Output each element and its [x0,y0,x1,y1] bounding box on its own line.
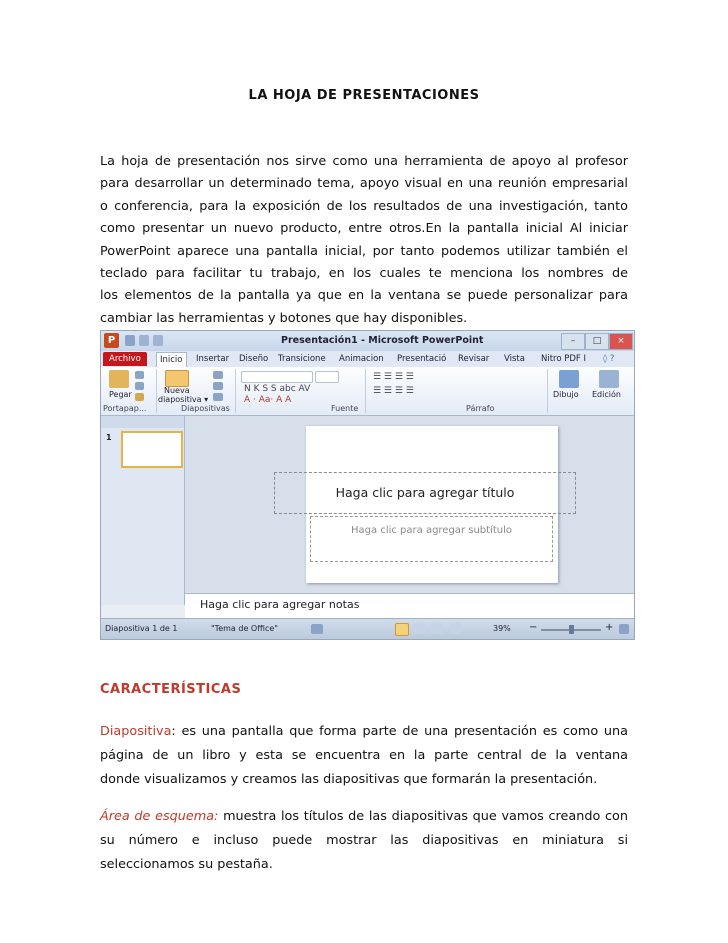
group-slides-label: Diapositivas [181,404,230,413]
tab-transiciones[interactable]: Transicione [278,354,326,364]
spell-check-icon[interactable] [311,624,323,634]
intro-paragraph [100,151,628,330]
save-icon[interactable] [125,335,135,346]
redo-icon[interactable] [153,335,163,346]
format-painter-icon[interactable] [135,393,144,401]
paragraph-buttons[interactable]: ☰ ☰ ☰ ☰ [373,372,414,382]
maximize-icon[interactable]: □ [585,333,609,350]
help-icon[interactable]: ◊ ? [603,354,615,364]
slides-panel [101,416,185,605]
tab-diseno[interactable]: Diseño [239,354,269,364]
editing-icon[interactable] [599,370,619,388]
intro-line: para desarrollar un determinado tema, apoyo visual en una reunión empresarial [100,176,628,192]
definition-diapositiva [100,720,628,792]
new-slide-label-2[interactable]: diapositiva ▾ [158,395,209,404]
definition-line: su número e incluso puede mostrar las diapositivas en miniatura si [100,833,628,848]
ribbon-separator [547,369,548,413]
section-heading: CARACTERÍSTICAS [100,682,242,697]
intro-line: o conferencia, para la exposición de los resultados de una investigación, tanto [100,198,628,214]
slides-panel-tabs[interactable] [101,416,184,428]
notes-pane[interactable] [185,593,634,619]
definition-term: Área de esquema: [100,809,219,824]
sorter-view-icon[interactable] [413,623,425,634]
slide-canvas [185,416,634,593]
tab-presentacion[interactable]: Presentació [397,354,447,364]
slide [306,426,558,583]
tab-vista[interactable]: Vista [504,354,525,364]
group-clipboard-label: Portapap... [103,404,147,413]
intro-line: La hoja de presentación nos sirve como una herramienta de apoyo al profesor [100,154,628,169]
definition-line: donde visualizamos y creamos las diapositivas que formarán la presentación. [100,772,598,787]
paste-icon[interactable] [109,370,129,388]
tab-animaciones[interactable]: Animacion [339,354,384,364]
ribbon-tabs [101,351,634,367]
drawing-icon[interactable] [559,370,579,388]
fit-to-window-icon[interactable] [619,624,629,634]
group-paragraph-label: Párrafo [466,404,495,413]
powerpoint-logo-icon: P [104,333,119,348]
close-icon[interactable]: × [609,333,633,350]
subtitle-placeholder[interactable]: Haga clic para agregar subtítulo [310,516,553,562]
font-format-buttons[interactable]: N K S S abc AV [244,384,311,394]
definition-line: seleccionamos su pestaña. [100,857,273,872]
zoom-out-icon[interactable]: − [529,622,538,633]
ribbon-separator [156,369,157,413]
group-font-label: Fuente [331,404,359,413]
alignment-buttons[interactable]: ☰ ☰ ☰ ☰ [373,386,414,396]
notes-placeholder: Haga clic para agregar notas [200,598,360,611]
title-placeholder[interactable]: Haga clic para agregar título [274,472,576,514]
definition-area-esquema [100,805,628,877]
copy-icon[interactable] [135,382,144,390]
cut-icon[interactable] [135,371,144,379]
tab-archivo[interactable]: Archivo [103,352,147,366]
drawing-label: Dibujo [553,390,579,399]
normal-view-icon[interactable] [395,623,409,636]
tab-revisar[interactable]: Revisar [458,354,490,364]
reset-icon[interactable] [213,382,223,390]
ribbon [101,367,634,416]
zoom-in-icon[interactable]: + [605,622,614,633]
new-slide-icon[interactable] [165,370,189,387]
font-color-buttons[interactable]: A · Aa· A A [244,395,292,405]
slide-thumbnail[interactable] [121,431,183,468]
status-slide-count: Diapositiva 1 de 1 [105,624,178,633]
definition-term: Diapositiva [100,724,172,739]
tab-insertar[interactable]: Insertar [196,354,230,364]
editing-label: Edición [592,390,621,399]
ribbon-separator [235,369,236,413]
reading-view-icon[interactable] [431,623,443,634]
minimize-icon[interactable]: – [561,333,585,350]
window-title: Presentación1 - Microsoft PowerPoint [281,335,484,346]
slideshow-view-icon[interactable] [449,623,461,634]
powerpoint-screenshot [100,330,635,640]
section-icon[interactable] [213,393,223,401]
layout-icon[interactable] [213,371,223,379]
definition-line [100,720,628,744]
intro-line: PowerPoint aparece una pantalla inicial, por tanto podemos utilizar también el [100,243,628,259]
slide-number: 1 [106,433,112,442]
definition-text: : es una pantalla que forma parte de una presentación es como una [171,724,628,739]
status-bar [101,618,634,640]
intro-line: cambiar las herramientas y botones que hay disponibles. [100,310,468,326]
title-bar [101,331,634,351]
definition-text: muestra los títulos de las diapositivas que vamos creando con [218,809,628,824]
font-name-dropdown[interactable] [241,371,313,383]
intro-line: los elementos de la pantalla ya que en la ventana se puede personalizar para [100,288,628,304]
definition-line [100,805,628,829]
new-slide-label-1: Nueva [164,386,190,395]
paste-label: Pegar [109,390,132,399]
definition-line: página de un libro y esta se encuentra en la parte central de la ventana [100,748,628,763]
page-title: LA HOJA DE PRESENTACIONES [248,88,480,103]
intro-line: teclado para facilitar tu trabajo, en los cuales te menciona los nombres de [100,266,628,282]
font-size-dropdown[interactable] [315,371,339,383]
status-theme: "Tema de Office" [211,624,278,633]
zoom-slider-handle[interactable] [569,625,574,634]
ribbon-separator [365,369,366,413]
tab-inicio[interactable]: Inicio [156,352,187,367]
zoom-level[interactable]: 39% [493,624,511,633]
undo-icon[interactable] [139,335,149,346]
intro-line: como presentar un nuevo producto, entre otros.En la pantalla inicial Al iniciar [100,221,628,237]
tab-nitro-pdf[interactable]: Nitro PDF I [541,354,587,364]
